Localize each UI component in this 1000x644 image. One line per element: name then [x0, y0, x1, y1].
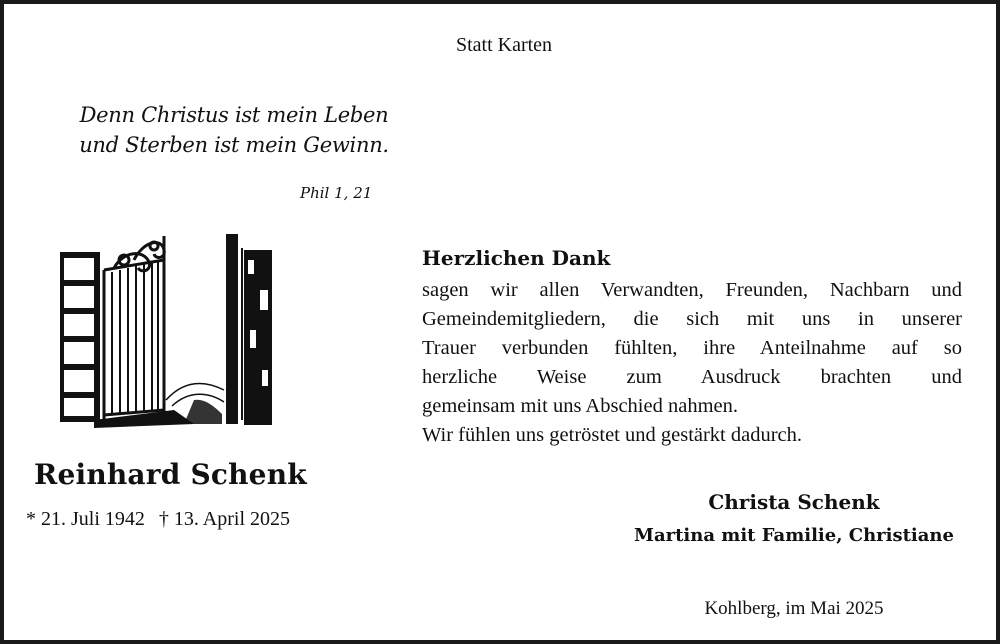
place-date: Kohlberg, im Mai 2025 [704, 598, 884, 619]
thanks-text [422, 276, 962, 450]
garden-gate-icon [54, 230, 279, 430]
verse-line-1: Denn Christus ist mein Leben [79, 103, 389, 127]
birth-date: * 21. Juli 1942 [26, 508, 145, 530]
thanks-title: Herzlichen Dank [422, 246, 611, 270]
thanks-line: Trauer verbunden fühlten, ihre Anteilnahme auf so [422, 337, 962, 359]
signer-secondary: Martina mit Familie, Christiane [634, 525, 954, 546]
thanks-line: Gemeindemitgliedern, die sich mit uns in unserer [422, 308, 962, 330]
thanks-line: sagen wir allen Verwandten, Freunden, Nachbarn und [422, 279, 962, 301]
thanks-line: gemeinsam mit uns Abschied nahmen. [422, 395, 738, 417]
life-dates [26, 508, 290, 531]
signer-primary: Christa Schenk [708, 490, 880, 514]
header-title: Statt Karten [455, 34, 553, 56]
thanks-line: Wir fühlen uns getröstet und gestärkt dadurch. [422, 424, 803, 446]
verse-reference: Phil 1, 21 [300, 184, 373, 202]
death-date: † 13. April 2025 [158, 508, 291, 530]
bible-verse [64, 100, 404, 160]
verse-line-2: und Sterben ist mein Gewinn. [79, 133, 389, 157]
deceased-name: Reinhard Schenk [34, 458, 307, 491]
thanks-line: herzliche Weise zum Ausdruck brachten und [422, 366, 962, 388]
